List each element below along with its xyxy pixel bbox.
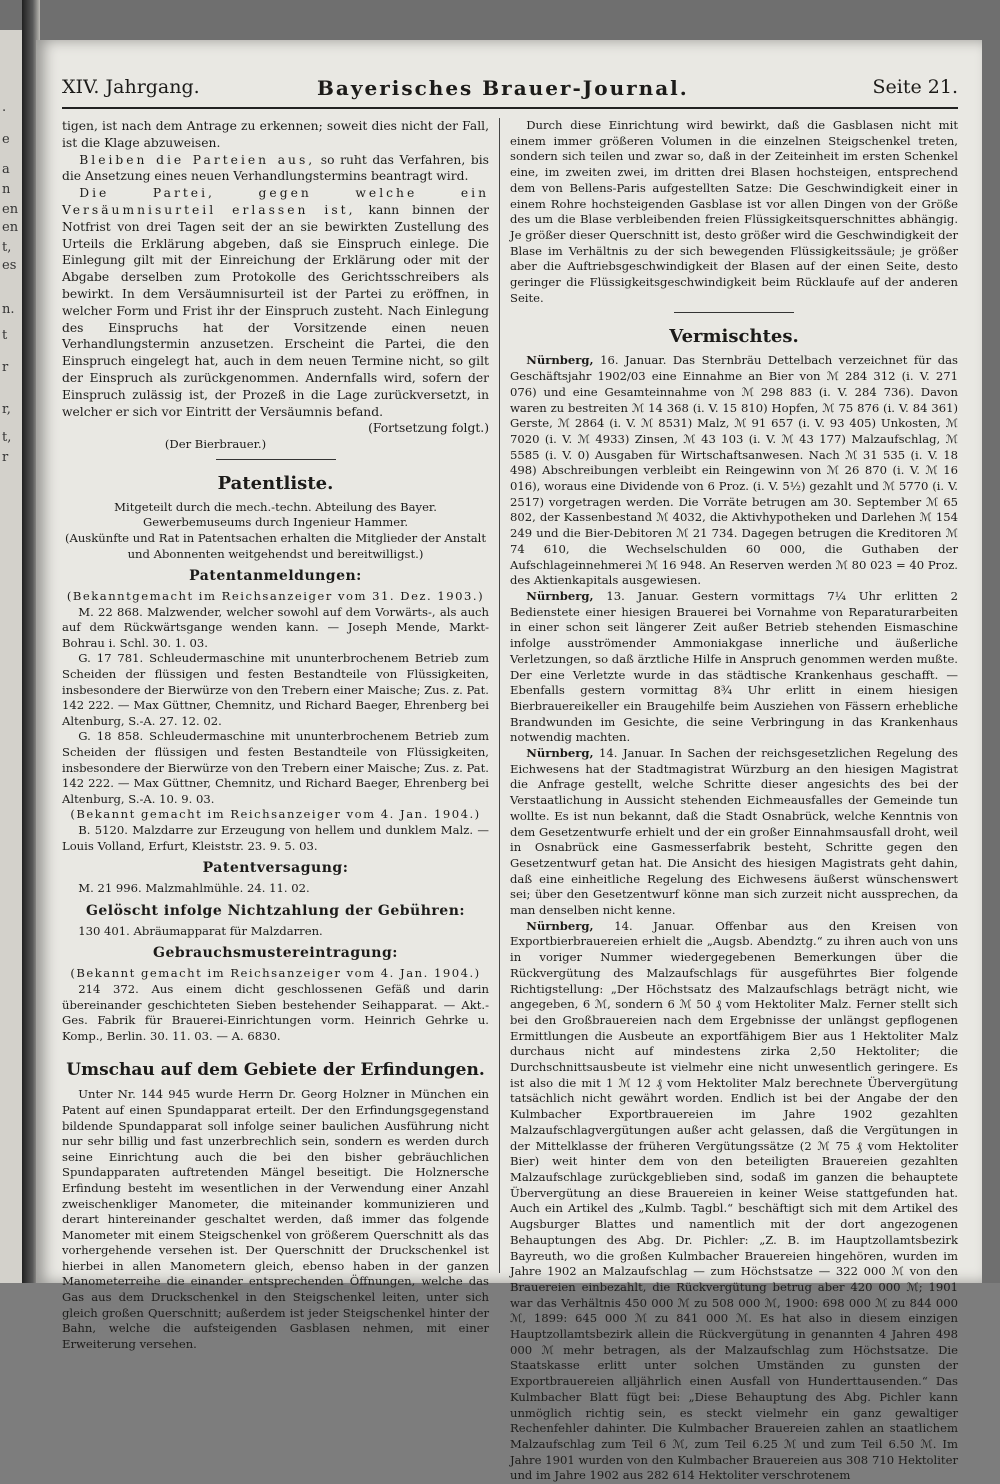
- prev-page-fragment: r: [2, 450, 9, 465]
- prev-page-fragment: n.: [2, 302, 15, 317]
- section-divider: [674, 312, 794, 313]
- journal-page: [36, 40, 982, 1483]
- running-header: [62, 76, 958, 116]
- news-text: Offenbar aus den Kreisen von Exportbierbrauereien erhielt die „Augsb. Abendztg.“ zu ihren auch von uns in voriger Nummer wiedergegebenen Bemerkungen über die Rückvergütung des Malzaufschlags für ausgeführtes Bier folgende Richtigstellung: „Der Höchstsatz des Malzaufschlags beträgt nicht, wie angegeben, 6 ℳ, sondern 6 ℳ 50 ₰ vom Hektoliter Malz. Ferner stellt sich bei den Großbrauereien nach dem Ergebnisse der unlängst gepflogenen Ermittlungen die Ausbeute an exportfähigem Bier aus 1 Hektoliter Malz durchaus nicht auf mindestens zirka 2,50 Hektoliter; die Durchschnittsausbeute ist vielmehr eine nicht unwesentlich geringere. Es ist also die mit 1 ℳ 12 ₰ vom Hektoliter Malz berechnete Übervergütung tatsächlich nicht gewährt worden. Endlich ist bei der Angabe der den Kulmbacher Exportbrauereien im Jahre 1902 gezahlten Malzaufschlagvergütungen außer acht gelassen, daß die Vergütungen in der Mittelklasse der früheren Vergütungssätze (2 ℳ 75 ₰ vom Hektoliter Bier) weit hinter dem von den beteiligten Brauereien gezahlten Malzaufschlage zurückgeblieben sind, sodaß im ganzen die behauptete Übervergütung an diese Brauereien in keiner Weise stattgefunden hat. Auch ein Artikel des „Kulmb. Tagbl.“ beschäftigt sich mit dem Artikel des Augsburger Blattes und namentlich mit der dort angezogenen Behauptungen des Abg. Dr. Pichler: „Z. B. im Hauptzollamtsbezirk Bayreuth, wo die großen Kulmbacher Brauereien hingehören, wurden im Jahre 1902 an Malzaufschlag — zum Höchstsatze — 322 000 ℳ von den Brauereien einbezahlt, die Rückvergütung betrug aber 420 000 ℳ; 1901 war das Verhältnis 450 000 ℳ zu 508 000 ℳ, 1900: 698 000 ℳ zu 844 000 ℳ, 1899: 645 000 ℳ zu 841 000 ℳ. Es hat also in diesem einzigen Hauptzollamtsbezirk allein die Rückvergütung in genannten 4 Jahren 498 000 ℳ mehr betragen, als der Malzaufschlag zum Höchstsatze. Die Staatskasse erlitt unter solchen Umständen zu gunsten der Exportbrauereien alljährlich einen Ausfall von Hunderttausenden.“ Das Kulmbacher Blatt fügt bei: „Diese Behauptung des Abg. Pichler kann unmöglich richtig sein, es steckt vielmehr ein ganz gewaltiger Rechenfehler dahinter. Die Kulmbacher Brauereien zahlen an staatlichem Malzaufschlag zum Teil 6 ℳ, zum Teil 6.25 ℳ und zum Teil 6.50 ℳ. Im Jahre 1901 wurden von den Kulmbacher Brauereien aus 308 710 Hektoliter und im Jahre 1902 aus 282 614 Hektoliter verschrotenem: [510, 918, 958, 1483]
- spaced-phrase: Bleiben die Parteien aus,: [79, 152, 316, 167]
- news-text: In Sachen der reichsgesetzlichen Regelung des Eichwesens hat der Stadtmagistrat Würzburg an den hiesigen Magistrat die Anfrage gestellt, welche Schritte dieser angesichts des bei der Verstaatlichung in Aussicht stehenden Eichmeausfalles der Gemeinde tun wollte. Es ist nun bekannt, daß die Stadt Osnabrück, welche Kenntnis von dem Gesetzentwurfe erhielt und der ein großer Einnahmsausfall droht, weil in Osnabrück eine Gasmesserfabrik besteht, Schritte gegen den Gesetzentwurf getan hat. Die Ansicht des hiesigen Magistrats geht dahin, daß eine einheitliche Regelung des Eichwesens äußerst wünschenswert sei; über den Gesetzentwurf könne man sich zurzeit nicht aussprechen, da man denselben nicht kenne.: [510, 746, 958, 918]
- news-item: [510, 746, 958, 919]
- subheading-geloescht: Gelöscht infolge Nichtzahlung der Gebühren:: [85, 902, 466, 919]
- paragraph: Durch diese Einrichtung wird bewirkt, daß die Gasblasen nicht mit einem immer größeren Volumen in die einzelnen Steigschenkel treten, sondern sich teilen und zwar so, daß in der Zeiteinheit im ersten Schenkel eine, im zweiten zwei, im dritten drei Blasen hochsteigen, entsprechend dem von Bellens-Paris aufgestellten Satze: Die Geschwindigkeit einer in einem Rohre hochsteigenden Gasblase ist vor allen Dingen von der Größe des um die Blase verbleibenden freien Flüssigkeitsquerschnittes abhängig. Je größer dieser Querschnitt ist, desto größer wird die Geschwindigkeit der Blase im Verhältnis zu der sich bewegenden Flüssigkeitssäule; je größer aber die Auftriebsgeschwindigkeit der Blasen auf der einen Seite, desto geringer die Flüssigkeitsgeschwindigkeit beim Rücklaufe auf der anderen Seite.: [510, 118, 958, 305]
- prev-page-fragment: en: [2, 202, 19, 217]
- section-divider: [216, 459, 336, 460]
- patent-entry: M. 21 996. Malzmahlmühle. 24. 11. 02.: [78, 881, 310, 896]
- prev-page-fragment: .: [2, 100, 7, 115]
- volume-label: XIV. Jahrgang.: [62, 76, 200, 98]
- paragraph-text: kann binnen der Notfrist von drei Tagen seit der an sie bewirkten Zustellung des Urteils die Erklärung abgeben, daß sie Einspruch einlege. Die Einlegung gilt mit der Einreichung der Erklärung oder mit der Abgabe derselben zum Protokolle des Gerichtsschreibers als bewirkt. In dem Versäumnisurteil ist der Partei zu eröffnen, in welcher Form und Frist ihr der Einspruch zusteht. Nach Einlegung des Einspruchs hat der Vorsitzende einen neuen Verhandlungstermin anzusetzen. Erscheint die Partei, die den Einspruch eingelegt hat, auch in dem neuen Termine nicht, so gilt der Einspruch als zurückgenommen. Andernfalls wird, sofern der Einspruch zulässig ist, der Prozeß in die Lage zurückversetzt, in welcher er sich vor Eintritt der Versäumnis befand.: [62, 202, 490, 419]
- section-heading-patentliste: Patentliste.: [217, 472, 334, 494]
- section-heading-umschau: Umschau auf dem Gebiete der Erfindungen.: [66, 1060, 485, 1081]
- news-item: [510, 919, 958, 1484]
- prev-page-fragment: n: [2, 182, 11, 197]
- subheading-versagung: Patentversagung:: [202, 860, 349, 877]
- prev-page-fragment: t: [2, 328, 8, 343]
- spaced-phrase: Die Partei, gegen welche ein Versäumnisurteil erlassen ist,: [62, 186, 489, 217]
- subheading-anmeldungen: Patentanmeldungen:: [189, 568, 362, 585]
- subheading-gebrauchsmuster: Gebrauchsmustereintragung:: [153, 945, 398, 962]
- patent-entry: M. 22 868. Malzwender, welcher sowohl auf dem Vorwärts-, als auch auf dem Rückwärtsgange wenden kann. — Joseph Mende, Markt-Bohrau i. Schl. 30. 1. 03.: [62, 604, 489, 650]
- patent-intro: Mitgeteilt durch die mech.-techn. Abteilung des Bayer. Gewerbemuseums durch Ingenieur Hammer.: [114, 499, 437, 530]
- news-item: [510, 353, 958, 589]
- publication-notice: (Bekannt gemacht im Reichsanzeiger vom 4. Jan. 1904.): [70, 966, 481, 981]
- section-heading-vermischtes: Vermischtes.: [669, 326, 799, 348]
- source-credit: (Der Bierbrauer.): [164, 437, 267, 452]
- continuation-note: (Fortsetzung folgt.): [368, 421, 489, 436]
- paragraph: [62, 185, 489, 420]
- prev-page-fragment: r: [2, 360, 9, 375]
- paragraph: tigen, ist nach dem Antrage zu erkennen; soweit dies nicht der Fall, ist die Klage abzuweisen.: [62, 119, 489, 150]
- prev-page-fragment: t,: [2, 430, 12, 445]
- left-column: [62, 118, 490, 1351]
- paragraph: Unter Nr. 144 945 wurde Herrn Dr. Georg Holzner in München ein Patent auf einen Spundapparat erteilt. Der den Erfindungsgegenstand bildende Spundapparat soll infolge seiner baulichen Ausführung nicht nur sehr billig und fast unzerbrechlich sein, sondern es werden durch seine Einrichtung auch die bei den bisher gebräuchlichen Spundapparaten auftretenden Mängel beseitigt. Die Holznersche Erfindung besteht im wesentlichen in der Verwendung einer Anzahl zweischenkliger Manometer, die miteinander kommunizieren und derart hintereinander geschaltet werden, daß immer das folgende Manometer mit einem Steigschenkel von größerem Querschnitt als das vorhergehende versehen ist. Der Querschnitt der Druckschenkel ist hierbei in allen Manometern gleich, ebenso haben in der ganzen Manometerreihe die einander entsprechenden Öffnungen, welche das Gas aus dem Druckschenkel in den Steigschenkel leiten, unter sich gleich großen Querschnitt; außerdem ist jeder Steigschenkel hinter der Bahn, welche die aufsteigenden Gasblasen nehmen, mit einer Erweiterung versehen.: [62, 1087, 489, 1351]
- news-text: Gestern vormittags 7¼ Uhr erlitten 2 Bedienstete einer hiesigen Brauerei bei Vornahme von Reparaturarbeiten in einer schon seit längerer Zeit außer Betrieb stehenden Eismaschine infolge ausströmender Ammoniakgase innerliche und äußerliche Verletzungen, so daß ärztliche Hilfe in Anspruch genommen werden mußte. Der eine Verletzte wurde in das städtische Krankenhaus geschafft. — Ebenfalls gestern vormittag 8¾ Uhr erlitt in einem hiesigen Bierbrauereikeller ein Braugehilfe beim Ausziehen von Fässern erhebliche Brandwunden im Gesichte, die seine Verbringung in das Krankenhaus notwendig machten.: [510, 588, 958, 745]
- prev-page-fragment: a: [2, 162, 10, 177]
- patent-entry: 214 372. Aus einem dicht geschlossenen Gefäß und darin übereinander geschichteten Sieben bestehender Seihapparat. — Akt.-Ges. Fabrik für Brauerei-Einrichtungen vorm. Heinrich Gehrke u. Komp., Berlin. 30. 11. 03. — A. 6830.: [62, 981, 489, 1043]
- header-rule: [62, 107, 958, 109]
- column-divider: [499, 118, 500, 1273]
- prev-page-fragment: es: [2, 258, 17, 273]
- news-item: [510, 589, 958, 746]
- news-place: Nürnberg,: [526, 918, 594, 933]
- prev-page-fragment: e: [2, 132, 10, 147]
- news-text: Das Sternbräu Dettelbach verzeichnet für das Geschäftsjahr 1902/03 eine Einnahme an Bier von ℳ 284 312 (i. V. 271 076) und eine Gesamteinnahme von ℳ 298 883 (i. V. 284 736). Davon waren zu bestreiten ℳ 14 368 (i. V. 15 810) Hopfen, ℳ 75 876 (i. V. 84 361) Gerste, ℳ 2864 (i. V. ℳ 8531) Malz, ℳ 91 657 (i. V. 93 405) Unkosten, ℳ 7020 (i. V. ℳ 4933) Zinsen, ℳ 43 103 (i. V. ℳ 43 177) Malzaufschlag, ℳ 5585 (i. V. 0) Ausgaben für Wirtschaftsanwesen. Nach ℳ 31 535 (i. V. 18 498) Abschreibungen verbleibt ein Reingewinn von ℳ 26 870 (i. V. ℳ 16 016), woraus eine Dividende von 6 Proz. (i. V. 5½) gezahlt und ℳ 5770 (i. V. 2517) vorgetragen werden. Die Vorräte betrugen am 30. September ℳ 65 802, der Kassenbestand ℳ 4032, die Aktivhypotheken und Darlehen ℳ 154 249 und die Bier-Debitoren ℳ 21 734. Dagegen betrugen die Kreditoren ℳ 74 610, die Wechselschulden 60 000, die Guthaben der Aufschlageinnehmerei ℳ 16 948. An Reserven werden ℳ 80 023 = 40 Proz. des Aktienkapitals ausgewiesen.: [510, 353, 958, 588]
- news-date: 13. Januar.: [593, 588, 679, 603]
- prev-page-fragment: r,: [2, 402, 11, 417]
- news-place: Nürnberg,: [526, 746, 594, 761]
- news-place: Nürnberg,: [526, 353, 594, 368]
- paragraph: [62, 152, 489, 186]
- news-date: 16. Januar.: [593, 353, 667, 368]
- patent-entry: 130 401. Abräumapparat für Malzdarren.: [78, 923, 323, 938]
- prev-page-fragment: t,: [2, 240, 12, 255]
- news-date: 14. Januar.: [593, 918, 695, 933]
- page-number: Seite 21.: [872, 76, 958, 98]
- news-date: 14. Januar.: [593, 746, 665, 761]
- patent-entry: B. 5120. Malzdarre zur Erzeugung von hellem und dunklem Malz. — Louis Volland, Erfurt, Kleiststr. 23. 9. 5. 03.: [62, 823, 489, 853]
- publication-notice: (Bekanntgemacht im Reichsanzeiger vom 31. Dez. 1903.): [66, 589, 485, 604]
- prev-page-fragment: en: [2, 220, 19, 235]
- patent-entry: G. 18 858. Schleudermaschine mit ununterbrochenem Betrieb zum Scheiden der flüssigen und festen Bestandteile von Flüssigkeiten, insbesondere der Bierwürze von den Trebern einer Maische; Zus. z. Pat. 142 222. — Max Güttner, Chemnitz, und Richard Baeger, Ehrenberg bei Altenburg, S.-A. 10. 9. 03.: [62, 729, 489, 806]
- patent-entry: G. 17 781. Schleudermaschine mit ununterbrochenem Betrieb zum Scheiden der flüssigen und festen Bestandteile von Flüssigkeiten, insbesondere der Bierwürze von den Trebern einer Maische; Zus. z. Pat. 142 222. — Max Güttner, Chemnitz, und Richard Baeger, Ehrenberg bei Altenburg, S.-A. 27. 12. 02.: [62, 651, 489, 728]
- patent-note: (Auskünfte und Rat in Patentsachen erhalten die Mitglieder der Anstalt und Abonnenten weitgehendst und bereitwilligst.): [64, 530, 487, 561]
- right-column: [510, 118, 958, 1483]
- news-place: Nürnberg,: [526, 588, 594, 603]
- journal-title: Bayerisches Brauer-Journal.: [317, 76, 689, 100]
- publication-notice: (Bekannt gemacht im Reichsanzeiger vom 4. Jan. 1904.): [70, 807, 481, 822]
- paragraph-text: so ruht das Verfahren, bis die Ansetzung eines neuen Verhandlungstermins beantragt wird.: [62, 152, 489, 184]
